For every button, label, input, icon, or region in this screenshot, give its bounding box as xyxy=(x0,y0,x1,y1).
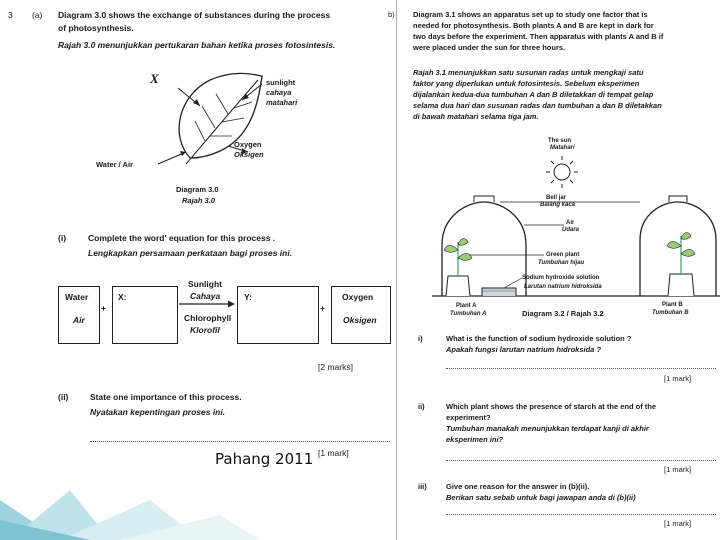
answer-line-b-i[interactable] xyxy=(446,367,716,369)
b-question-ii-number: ii) xyxy=(418,402,425,411)
bell-jar-label: Bell jar xyxy=(546,195,567,201)
b-intro-ms-4: selama dua hari dan susunan radas dan tumbuhan a dan B diletakkan xyxy=(413,101,662,110)
bell-jar-ms-label: Balang kaca xyxy=(540,202,576,208)
diagram-caption-ms: Rajah 3.0 xyxy=(182,196,215,205)
sun-ms-label: Matahari xyxy=(550,145,575,151)
b-intro-en-1: Diagram 3.1 shows an apparatus set up to study one factor that is xyxy=(413,10,648,19)
b-question-ii-en-1: Which plant shows the presence of starch at the end of the xyxy=(446,402,657,411)
b-question-i-ms: Apakah fungsi larutan natrium hidroksida ? xyxy=(446,345,602,354)
equation-x-box[interactable] xyxy=(112,286,178,344)
marks-1: [1 mark] xyxy=(318,448,349,458)
oxygen-label: Oxygen xyxy=(234,140,262,149)
naoh-ms-label: Larutan natrium hidroksida xyxy=(524,284,602,290)
b-question-ii-ms-1: Tumbuhan manakah menunjukkan terdapat kanji di akhir xyxy=(446,424,649,433)
question-number: 3 xyxy=(8,10,13,20)
b-intro-en-3: two days before the experiment. Then apparatus with plants A and B if xyxy=(413,32,664,41)
diagram-caption-en: Diagram 3.0 xyxy=(176,185,219,194)
intro-en-line1: Diagram 3.0 shows the exchange of substances during the process xyxy=(58,10,331,20)
sun-icon xyxy=(546,156,578,188)
plant-a-ms-label: Tumbuhan A xyxy=(450,311,487,317)
sun-label: The sun xyxy=(548,138,572,144)
answer-line-ii[interactable] xyxy=(90,440,390,442)
eq-cahaya-label: Cahaya xyxy=(190,291,221,301)
plant-b-ms-label: Tumbuhan B xyxy=(652,310,689,316)
question-i-ms: Lengkapkan persamaan perkataan bagi proses ini. xyxy=(88,248,293,258)
question-ii-en: State one importance of this process. xyxy=(90,392,242,402)
green-plant-label: Green plant xyxy=(546,252,580,258)
b-intro-ms-5: di bawah matahari selama tiga jam. xyxy=(413,112,539,121)
equation-water-box xyxy=(58,286,100,344)
b-question-iii-number: iii) xyxy=(418,482,427,491)
equation-arrow xyxy=(178,299,236,309)
answer-line-b-iii[interactable] xyxy=(446,513,716,515)
air-label: Air xyxy=(566,220,575,226)
marks-b-i: [1 mark] xyxy=(664,374,692,383)
eq-sunlight-label: Sunlight xyxy=(188,279,222,289)
marks-b-ii: [1 mark] xyxy=(664,465,692,474)
b-question-ii-ms-2: eksperimen ini? xyxy=(446,435,504,444)
eq-klorofil-label: Klorofil xyxy=(190,325,220,335)
eq-air-label: Air xyxy=(73,315,85,325)
sunlight-label: sunlight xyxy=(266,78,296,87)
footer-source: Pahang 2011 xyxy=(215,450,314,468)
sunlight-ms-line1: cahaya xyxy=(266,88,292,97)
eq-chlorophyll-label: Chlorophyll xyxy=(184,313,232,323)
question-i-number: (i) xyxy=(58,233,67,243)
water-air-label: Water / Air xyxy=(96,160,133,169)
naoh-label: Sodium hydroxide solution xyxy=(522,275,600,281)
eq-plus-1: + xyxy=(101,303,106,313)
question-ii-ms: Nyatakan kepentingan proses ini. xyxy=(90,407,226,417)
b-question-i-en: What is the function of sodium hydroxide solution ? xyxy=(446,334,632,343)
eq-y-label: Y: xyxy=(244,292,252,302)
marks-b-iii: [1 mark] xyxy=(664,519,692,528)
leaf-label-x: X xyxy=(150,71,159,86)
question-ii-number: (ii) xyxy=(58,392,69,402)
b-question-i-number: i) xyxy=(418,334,423,343)
air-ms-label: Udara xyxy=(562,227,580,233)
oxygen-ms-label: Oksigen xyxy=(234,150,264,159)
b-intro-en-2: needed for photosynthesis. Both plants A and B are kept in dark for xyxy=(413,21,654,30)
equation-y-box[interactable] xyxy=(237,286,319,344)
eq-x-label: X: xyxy=(118,292,127,302)
part-label: (a) xyxy=(32,10,43,20)
diagram-3-2-caption: Diagram 3.2 / Rajah 3.2 xyxy=(522,309,604,318)
b-intro-en-4: were placed under the sun for three hours. xyxy=(413,43,566,52)
question-i-en: Complete the word' equation for this process . xyxy=(88,233,276,243)
decorative-stripes xyxy=(0,460,260,540)
green-plant-ms-label: Tumbuhan hijau xyxy=(538,260,585,266)
equation-oxygen-box xyxy=(331,286,391,344)
b-question-ii-en-2: experiment? xyxy=(446,413,491,422)
b-intro-ms-3: dijalankan kedua-dua tumbuhan A dan B diletakkan di tempat gelap xyxy=(413,90,654,99)
sunlight-ms-line2: matahari xyxy=(266,98,298,107)
plant-a-label: Plant A xyxy=(456,303,477,309)
intro-en-line2: of photosynthesis. xyxy=(58,23,134,33)
part-b-label: b) xyxy=(388,10,395,19)
b-intro-ms-2: faktor yang diperlukan untuk fotosintesis. Sebelum eksperimen xyxy=(413,79,640,88)
intro-ms: Rajah 3.0 menunjukkan pertukaran bahan ketika proses fotosintesis. xyxy=(58,40,336,50)
b-question-iii-en: Give one reason for the answer in (b)(ii). xyxy=(446,482,590,491)
b-question-iii-ms: Berikan satu sebab untuk bagi jawapan anda di (b)(ii) xyxy=(446,493,636,502)
eq-water-label: Water xyxy=(65,292,89,302)
marks-2: [2 marks] xyxy=(318,362,353,372)
answer-line-b-ii[interactable] xyxy=(446,459,716,461)
b-intro-ms-1: Rajah 3.1 menunjukkan satu susunan radas untuk mengkaji satu xyxy=(413,68,644,77)
eq-plus-2: + xyxy=(320,303,325,313)
eq-oxygen-label: Oxygen xyxy=(342,292,374,302)
eq-oksigen-label: Oksigen xyxy=(343,315,377,325)
column-divider xyxy=(396,0,397,540)
plant-b-label: Plant B xyxy=(662,302,683,308)
